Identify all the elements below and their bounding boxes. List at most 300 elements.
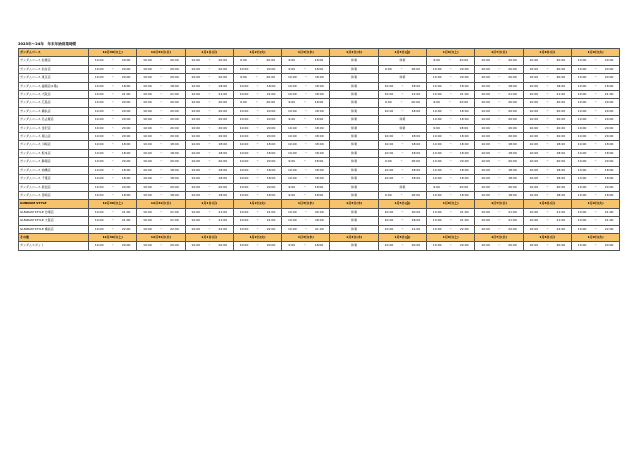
- date-header: 1月1日(月): [185, 49, 233, 57]
- hours-cell: 10:00 〜 20:00: [523, 107, 571, 115]
- date-header: 12月31日(日): [137, 200, 185, 208]
- hours-cell: 10:00 〜 22:00: [523, 225, 571, 233]
- hours-cell: 10:00 〜 18:00: [427, 191, 475, 199]
- hours-cell: 10:00 〜 18:00: [427, 133, 475, 141]
- hours-cell: 10:00 〜 18:00: [378, 175, 426, 183]
- hours-cell: 10:00 〜 21:00: [89, 208, 137, 216]
- hours-cell: 10:00 〜 20:00: [523, 65, 571, 73]
- hours-cell: 10:00 〜 20:00: [89, 124, 137, 132]
- table-row: [19, 124, 620, 132]
- hours-cell: 10:00 〜 20:00: [185, 99, 233, 107]
- table-row: [19, 208, 620, 216]
- hours-cell: 10:00 〜 18:00: [378, 149, 426, 157]
- hours-cell: 10:00 〜 18:00: [282, 166, 330, 174]
- hours-cell: 10:00 〜 20:00: [137, 116, 185, 124]
- table-row: [19, 74, 620, 82]
- hours-cell: 10:00 〜 20:00: [571, 65, 619, 73]
- hours-cell: 休業: [330, 149, 378, 157]
- hours-cell: 10:00 〜 18:00: [427, 107, 475, 115]
- hours-cell: 10:00 〜 18:00: [475, 149, 523, 157]
- hours-cell: 9:00 〜 18:00: [282, 65, 330, 73]
- store-name: ガンダムベース 横浜店: [19, 107, 89, 115]
- hours-cell: 10:00 〜 18:00: [89, 141, 137, 149]
- hours-cell: 10:00 〜 18:00: [282, 74, 330, 82]
- hours-cell: 10:00 〜 18:00: [427, 166, 475, 174]
- hours-cell: 9:00 〜 18:00: [282, 116, 330, 124]
- hours-cell: 10:00 〜 20:00: [137, 242, 185, 250]
- hours-cell: 10:00 〜 21:00: [185, 217, 233, 225]
- table-row: [19, 158, 620, 166]
- hours-cell: 10:00 〜 18:00: [89, 191, 137, 199]
- section-title: その他: [19, 233, 89, 241]
- hours-cell: 休業: [330, 124, 378, 132]
- date-header: 1月6日(土): [427, 233, 475, 241]
- hours-cell: 10:00 〜 18:00: [282, 82, 330, 90]
- hours-cell: 10:00 〜 18:00: [185, 175, 233, 183]
- hours-cell: 休業: [330, 183, 378, 191]
- hours-cell: 9:00 〜 20:00: [233, 74, 281, 82]
- hours-cell: 10:00 〜 20:00: [185, 74, 233, 82]
- hours-cell: 10:00 〜 18:00: [233, 141, 281, 149]
- date-header: 12月30日(土): [89, 200, 137, 208]
- hours-cell: 10:00 〜 18:00: [427, 116, 475, 124]
- hours-cell: 10:00 〜 18:00: [282, 141, 330, 149]
- hours-cell: 10:00 〜 18:00: [233, 191, 281, 199]
- store-name: ガンダムベース 川崎店: [19, 141, 89, 149]
- table-row: [19, 166, 620, 174]
- hours-cell: 10:00 〜 20:00: [475, 158, 523, 166]
- hours-cell: 10:00 〜 21:00: [233, 91, 281, 99]
- hours-cell: 10:00 〜 20:00: [185, 242, 233, 250]
- hours-cell: 10:00 〜 20:00: [137, 133, 185, 141]
- hours-cell: 10:00 〜 18:00: [282, 91, 330, 99]
- hours-cell: 10:00 〜 18:00: [89, 175, 137, 183]
- store-name: ガンダムベース 岡山店: [19, 133, 89, 141]
- hours-cell: 10:00 〜 18:00: [233, 82, 281, 90]
- hours-cell: 10:00 〜 20:00: [571, 133, 619, 141]
- hours-cell: 10:00 〜 20:00: [137, 107, 185, 115]
- hours-cell: 10:00 〜 21:00: [185, 208, 233, 216]
- hours-cell: 10:00 〜 20:00: [233, 133, 281, 141]
- date-header: 1月1日(月): [185, 233, 233, 241]
- table-row: [19, 116, 620, 124]
- table-row: [19, 217, 620, 225]
- hours-cell: 10:00 〜 20:00: [427, 65, 475, 73]
- section-title: GUNDAM STYLE: [19, 200, 89, 208]
- table-row: [19, 65, 620, 73]
- hours-cell: 9:00 〜 20:00: [378, 99, 426, 107]
- date-header: 1月8日(月): [523, 49, 571, 57]
- hours-cell: 10:00 〜 20:00: [571, 158, 619, 166]
- hours-cell: 10:00 〜 20:00: [233, 242, 281, 250]
- hours-cell: 9:00 〜 18:00: [378, 158, 426, 166]
- hours-cell: 10:00 〜 20:00: [523, 133, 571, 141]
- hours-cell: 10:00 〜 18:00: [571, 191, 619, 199]
- date-header: 1月9日(火): [571, 49, 619, 57]
- hours-cell: 10:00 〜 21:00: [185, 91, 233, 99]
- hours-cell: 10:00 〜 21:00: [137, 91, 185, 99]
- hours-cell: 10:00 〜 18:00: [571, 82, 619, 90]
- hours-cell: 休業: [330, 116, 378, 124]
- hours-cell: 10:00 〜 21:00: [89, 217, 137, 225]
- hours-cell: 9:00 〜 20:00: [427, 57, 475, 65]
- hours-cell: 10:00 〜 21:00: [233, 217, 281, 225]
- hours-cell: 10:00 〜 18:00: [233, 166, 281, 174]
- hours-cell: 10:00 〜 18:00: [185, 141, 233, 149]
- hours-cell: 10:00 〜 22:00: [89, 225, 137, 233]
- hours-cell: 10:00 〜 18:00: [89, 82, 137, 90]
- hours-cell: 10:00 〜 20:00: [571, 74, 619, 82]
- store-name: ガンダムベース 宮崎店: [19, 191, 89, 199]
- hours-cell: 10:00 〜 21:00: [137, 208, 185, 216]
- hours-cell: 9:00 〜 18:00: [378, 65, 426, 73]
- hours-cell: 休業: [378, 74, 426, 82]
- table-row: [19, 57, 620, 65]
- hours-cell: 10:00 〜 22:00: [427, 225, 475, 233]
- hours-cell: 10:00 〜 21:00: [378, 91, 426, 99]
- hours-cell: 10:00 〜 20:00: [185, 65, 233, 73]
- hours-cell: 10:00 〜 20:00: [523, 124, 571, 132]
- date-header: 12月30日(土): [89, 49, 137, 57]
- hours-cell: 10:00 〜 20:00: [233, 65, 281, 73]
- hours-cell: 10:00 〜 20:00: [137, 57, 185, 65]
- hours-cell: 10:00 〜 20:00: [475, 116, 523, 124]
- store-name: ガンダムベース 仙台店: [19, 65, 89, 73]
- hours-cell: 10:00 〜 18:00: [137, 166, 185, 174]
- hours-cell: 10:00 〜 20:00: [185, 107, 233, 115]
- hours-cell: 10:00 〜 20:00: [523, 158, 571, 166]
- hours-cell: 休業: [378, 57, 426, 65]
- hours-cell: 10:00 〜 20:00: [233, 116, 281, 124]
- date-header: 1月2日(火): [233, 200, 281, 208]
- table-row: [19, 82, 620, 90]
- hours-cell: 10:00 〜 18:00: [185, 191, 233, 199]
- hours-cell: 休業: [330, 217, 378, 225]
- store-name: ガンダムベース 沖縄店: [19, 166, 89, 174]
- hours-cell: 10:00 〜 18:00: [233, 149, 281, 157]
- hours-cell: 9:00 〜 20:00: [233, 57, 281, 65]
- date-header: 1月5日(金): [378, 233, 426, 241]
- hours-cell: 9:00 〜 18:00: [282, 242, 330, 250]
- date-header: 1月2日(火): [233, 233, 281, 241]
- hours-cell: 休業: [330, 99, 378, 107]
- hours-cell: 10:00 〜 18:00: [475, 175, 523, 183]
- hours-cell: 9:00 〜 18:00: [282, 191, 330, 199]
- date-header: 1月5日(金): [378, 49, 426, 57]
- hours-cell: 10:00 〜 20:00: [571, 124, 619, 132]
- hours-cell: 10:00 〜 20:00: [378, 208, 426, 216]
- hours-cell: 10:00 〜 20:00: [185, 57, 233, 65]
- hours-cell: 10:00 〜 20:00: [427, 74, 475, 82]
- table-row: [19, 183, 620, 191]
- hours-cell: 10:00 〜 18:00: [378, 82, 426, 90]
- date-header: 1月7日(日): [475, 49, 523, 57]
- hours-cell: 10:00 〜 20:00: [137, 74, 185, 82]
- hours-cell: 10:00 〜 20:00: [89, 133, 137, 141]
- hours-cell: 10:00 〜 20:00: [475, 57, 523, 65]
- hours-cell: 10:00 〜 21:00: [523, 208, 571, 216]
- table-row: [19, 99, 620, 107]
- hours-cell: 10:00 〜 18:00: [378, 166, 426, 174]
- hours-cell: 10:00 〜 20:00: [475, 124, 523, 132]
- hours-cell: 10:00 〜 18:00: [523, 82, 571, 90]
- table-row: [19, 225, 620, 233]
- hours-cell: 10:00 〜 20:00: [137, 99, 185, 107]
- hours-cell: 10:00 〜 20:00: [233, 107, 281, 115]
- hours-cell: 10:00 〜 18:00: [523, 166, 571, 174]
- hours-cell: 10:00 〜 18:00: [137, 141, 185, 149]
- hours-cell: 10:00 〜 18:00: [378, 107, 426, 115]
- hours-cell: 10:00 〜 20:00: [475, 242, 523, 250]
- table-row: [19, 107, 620, 115]
- hours-cell: 10:00 〜 18:00: [89, 149, 137, 157]
- hours-cell: 10:00 〜 20:00: [89, 242, 137, 250]
- store-name: ガンダムベース 広島店: [19, 99, 89, 107]
- hours-cell: 10:00 〜 18:00: [427, 175, 475, 183]
- hours-cell: 10:00 〜 18:00: [427, 82, 475, 90]
- hours-cell: 10:00 〜 20:00: [137, 183, 185, 191]
- hours-cell: 10:00 〜 21:00: [571, 208, 619, 216]
- hours-cell: 9:00 〜 20:00: [233, 99, 281, 107]
- hours-cell: 10:00 〜 21:00: [475, 217, 523, 225]
- hours-cell: 10:00 〜 18:00: [427, 141, 475, 149]
- store-name: GUNDAM STYLE 大阪店: [19, 217, 89, 225]
- hours-cell: 休業: [330, 242, 378, 250]
- hours-cell: 10:00 〜 18:00: [137, 175, 185, 183]
- section-header-row: [19, 200, 620, 208]
- hours-cell: 10:00 〜 20:00: [571, 183, 619, 191]
- hours-cell: 10:00 〜 18:00: [137, 149, 185, 157]
- hours-cell: 10:00 〜 20:00: [89, 107, 137, 115]
- hours-cell: 休業: [330, 225, 378, 233]
- hours-cell: 10:00 〜 21:00: [282, 225, 330, 233]
- table-row: [19, 242, 620, 250]
- date-header: 1月9日(火): [571, 233, 619, 241]
- hours-cell: 10:00 〜 20:00: [185, 133, 233, 141]
- hours-cell: 10:00 〜 21:00: [427, 91, 475, 99]
- store-name: ガンダムベース 大阪店: [19, 91, 89, 99]
- hours-cell: 10:00 〜 20:00: [89, 116, 137, 124]
- hours-cell: 9:00 〜 18:00: [282, 57, 330, 65]
- hours-cell: 10:00 〜 20:00: [475, 133, 523, 141]
- hours-cell: 10:00 〜 20:00: [475, 74, 523, 82]
- hours-cell: 10:00 〜 20:00: [427, 158, 475, 166]
- hours-cell: 休業: [378, 116, 426, 124]
- hours-cell: 10:00 〜 20:00: [571, 57, 619, 65]
- date-header: 1月8日(月): [523, 200, 571, 208]
- hours-cell: 10:00 〜 18:00: [282, 133, 330, 141]
- hours-cell: 10:00 〜 20:00: [137, 65, 185, 73]
- store-name: ガンダムベース 福岡店(1階): [19, 82, 89, 90]
- hours-cell: 9:00 〜 18:00: [427, 124, 475, 132]
- hours-cell: 10:00 〜 18:00: [475, 141, 523, 149]
- hours-cell: 10:00 〜 21:00: [571, 217, 619, 225]
- date-header: 1月7日(日): [475, 233, 523, 241]
- hours-cell: 10:00 〜 21:00: [427, 217, 475, 225]
- hours-cell: 10:00 〜 22:00: [233, 225, 281, 233]
- hours-cell: 10:00 〜 18:00: [523, 141, 571, 149]
- hours-cell: 10:00 〜 18:00: [378, 133, 426, 141]
- hours-cell: 10:00 〜 20:00: [89, 183, 137, 191]
- table-row: [19, 141, 620, 149]
- hours-cell: 10:00 〜 20:00: [475, 183, 523, 191]
- hours-cell: 10:00 〜 20:00: [523, 74, 571, 82]
- date-header: 1月3日(水): [282, 49, 330, 57]
- store-name: ガンダムベース 千葉店: [19, 175, 89, 183]
- section-header-row: [19, 49, 620, 57]
- date-header: 12月30日(土): [89, 233, 137, 241]
- hours-cell: 10:00 〜 18:00: [137, 191, 185, 199]
- hours-cell: 10:00 〜 18:00: [523, 175, 571, 183]
- date-header: 1月8日(月): [523, 233, 571, 241]
- table-row: [19, 91, 620, 99]
- hours-cell: 10:00 〜 18:00: [185, 149, 233, 157]
- hours-cell: 10:00 〜 20:00: [282, 208, 330, 216]
- hours-cell: 10:00 〜 20:00: [89, 99, 137, 107]
- hours-cell: 10:00 〜 20:00: [378, 242, 426, 250]
- table-row: [19, 133, 620, 141]
- hours-cell: 10:00 〜 20:00: [475, 99, 523, 107]
- hours-cell: 10:00 〜 18:00: [571, 166, 619, 174]
- hours-table: [18, 48, 620, 251]
- hours-cell: 休業: [330, 65, 378, 73]
- hours-cell: 10:00 〜 20:00: [185, 124, 233, 132]
- hours-cell: 10:00 〜 20:00: [233, 124, 281, 132]
- date-header: 1月6日(土): [427, 200, 475, 208]
- hours-cell: 10:00 〜 20:00: [571, 99, 619, 107]
- hours-cell: 9:00 〜 18:00: [282, 183, 330, 191]
- hours-cell: 9:00 〜 18:00: [282, 99, 330, 107]
- hours-cell: 10:00 〜 18:00: [475, 82, 523, 90]
- store-name: ガンダムベース 名古屋店: [19, 116, 89, 124]
- hours-cell: 10:00 〜 18:00: [523, 191, 571, 199]
- date-header: 12月31日(日): [137, 49, 185, 57]
- hours-cell: 10:00 〜 21:00: [523, 91, 571, 99]
- hours-cell: 休業: [330, 141, 378, 149]
- hours-cell: 10:00 〜 18:00: [475, 191, 523, 199]
- date-header: 1月6日(土): [427, 49, 475, 57]
- section-title: ガンダムベース: [19, 49, 89, 57]
- date-header: 1月4日(木): [330, 200, 378, 208]
- hours-cell: 10:00 〜 18:00: [185, 166, 233, 174]
- hours-cell: 10:00 〜 20:00: [523, 57, 571, 65]
- date-header: 1月1日(月): [185, 200, 233, 208]
- hours-cell: 休業: [330, 57, 378, 65]
- hours-cell: 10:00 〜 20:00: [571, 242, 619, 250]
- hours-cell: 休業: [330, 175, 378, 183]
- hours-cell: 10:00 〜 21:00: [89, 91, 137, 99]
- hours-cell: 休業: [330, 133, 378, 141]
- hours-cell: 10:00 〜 18:00: [185, 82, 233, 90]
- hours-cell: 10:00 〜 20:00: [89, 74, 137, 82]
- hours-cell: 10:00 〜 18:00: [282, 175, 330, 183]
- hours-cell: 10:00 〜 18:00: [89, 166, 137, 174]
- hours-cell: 10:00 〜 20:00: [233, 183, 281, 191]
- hours-cell: 10:00 〜 18:00: [282, 217, 330, 225]
- hours-cell: 10:00 〜 20:00: [137, 158, 185, 166]
- date-header: 1月4日(木): [330, 233, 378, 241]
- hours-cell: 10:00 〜 20:00: [571, 116, 619, 124]
- hours-cell: 10:00 〜 18:00: [282, 149, 330, 157]
- hours-cell: 9:00 〜 20:00: [427, 99, 475, 107]
- hours-cell: 10:00 〜 22:00: [137, 225, 185, 233]
- hours-cell: 10:00 〜 20:00: [523, 116, 571, 124]
- hours-cell: 休業: [330, 107, 378, 115]
- store-name: GUNDAM STYLE 横浜店: [19, 225, 89, 233]
- hours-cell: 10:00 〜 20:00: [523, 183, 571, 191]
- hours-cell: 休業: [330, 74, 378, 82]
- store-name: ガンダムスポット: [19, 242, 89, 250]
- hours-cell: 休業: [378, 183, 426, 191]
- hours-cell: 10:00 〜 20:00: [185, 183, 233, 191]
- hours-cell: 10:00 〜 21:00: [475, 208, 523, 216]
- hours-cell: 10:00 〜 20:00: [89, 158, 137, 166]
- hours-cell: 10:00 〜 21:00: [523, 217, 571, 225]
- hours-cell: 休業: [330, 208, 378, 216]
- hours-cell: 休業: [330, 166, 378, 174]
- page-title: 2023年〜24年 年末年始営業時間: [18, 42, 77, 46]
- date-header: 1月7日(日): [475, 200, 523, 208]
- hours-cell: 10:00 〜 20:00: [233, 158, 281, 166]
- date-header: 1月5日(金): [378, 200, 426, 208]
- hours-cell: 休業: [330, 191, 378, 199]
- hours-cell: 10:00 〜 21:00: [571, 91, 619, 99]
- hours-cell: 10:00 〜 22:00: [185, 225, 233, 233]
- store-name: GUNDAM STYLE 台場店: [19, 208, 89, 216]
- hours-cell: 10:00 〜 21:00: [233, 208, 281, 216]
- store-name: ガンダムベース 新潟店: [19, 183, 89, 191]
- table-row: [19, 191, 620, 199]
- hours-cell: 10:00 〜 18:00: [233, 175, 281, 183]
- date-header: 1月3日(水): [282, 200, 330, 208]
- store-name: ガンダムベース 東京店: [19, 74, 89, 82]
- hours-cell: 休業: [330, 82, 378, 90]
- hours-cell: 9:00 〜 20:00: [427, 183, 475, 191]
- hours-cell: 10:00 〜 21:00: [378, 225, 426, 233]
- table-row: [19, 149, 620, 157]
- section-header-row: [19, 233, 620, 241]
- hours-cell: 10:00 〜 18:00: [571, 175, 619, 183]
- hours-cell: 10:00 〜 18:00: [282, 107, 330, 115]
- hours-cell: 9:00 〜 18:00: [378, 191, 426, 199]
- hours-cell: 10:00 〜 20:00: [475, 65, 523, 73]
- hours-cell: 10:00 〜 22:00: [475, 225, 523, 233]
- hours-cell: 10:00 〜 20:00: [137, 124, 185, 132]
- hours-cell: 10:00 〜 18:00: [571, 141, 619, 149]
- date-header: 1月3日(水): [282, 233, 330, 241]
- store-name: ガンダムベース 熊本店: [19, 149, 89, 157]
- hours-cell: 10:00 〜 21:00: [137, 217, 185, 225]
- hours-cell: 10:00 〜 20:00: [523, 242, 571, 250]
- hours-cell: 10:00 〜 18:00: [475, 166, 523, 174]
- hours-cell: 10:00 〜 20:00: [427, 242, 475, 250]
- hours-cell: 10:00 〜 20:00: [89, 57, 137, 65]
- hours-cell: 10:00 〜 20:00: [475, 107, 523, 115]
- date-header: 1月4日(木): [330, 49, 378, 57]
- hours-cell: 10:00 〜 18:00: [378, 217, 426, 225]
- store-name: ガンダムベース 静岡店: [19, 158, 89, 166]
- hours-cell: 10:00 〜 18:00: [282, 124, 330, 132]
- hours-cell: 10:00 〜 22:00: [571, 225, 619, 233]
- hours-cell: 10:00 〜 20:00: [523, 99, 571, 107]
- table-row: [19, 175, 620, 183]
- date-header: 12月31日(日): [137, 233, 185, 241]
- date-header: 1月9日(火): [571, 200, 619, 208]
- hours-cell: 10:00 〜 18:00: [427, 149, 475, 157]
- hours-cell: 10:00 〜 21:00: [475, 91, 523, 99]
- hours-cell: 休業: [330, 158, 378, 166]
- date-header: 1月2日(火): [233, 49, 281, 57]
